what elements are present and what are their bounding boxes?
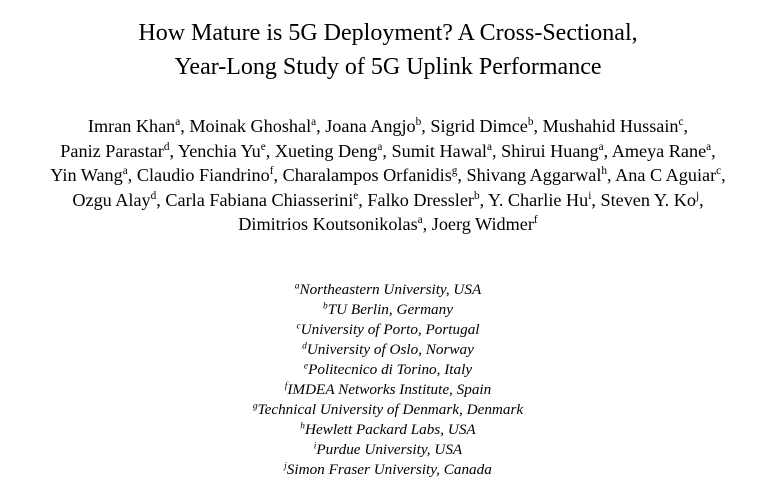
- author-name: Mushahid Hussain: [542, 116, 679, 136]
- author-name: Shivang Aggarwal: [466, 165, 602, 186]
- author-list: [30, 114, 746, 237]
- affiliation: [0, 320, 776, 340]
- author-name: Joana Angjo: [325, 116, 416, 136]
- author: [612, 141, 711, 161]
- affiliation: [0, 360, 776, 380]
- affiliation-name: University of Porto, Portugal: [300, 321, 480, 338]
- affiliation-list: [0, 280, 776, 480]
- author-affiliation-mark: j: [695, 189, 700, 202]
- affiliation-name: TU Berlin, Germany: [327, 301, 453, 318]
- author: [137, 165, 274, 185]
- author-affiliation-mark: b: [473, 189, 480, 202]
- affiliation-name: University of Oslo, Norway: [306, 341, 474, 358]
- author-affiliation-mark: i: [588, 189, 592, 202]
- author-separator: ,: [603, 140, 612, 161]
- author-name: Yenchia Yu: [177, 140, 261, 161]
- affiliation-name: IMDEA Networks Institute, Spain: [287, 381, 492, 398]
- author: [178, 141, 266, 161]
- affiliation-mark: b: [323, 301, 328, 312]
- author: [501, 141, 604, 161]
- author-affiliation-mark: a: [706, 140, 712, 153]
- author: [88, 116, 180, 136]
- author-separator: ,: [591, 189, 601, 210]
- author: [60, 141, 169, 161]
- author: [325, 116, 421, 136]
- author-affiliation-mark: g: [451, 165, 458, 178]
- author: [189, 116, 316, 136]
- affiliation: [0, 400, 776, 420]
- author-separator: ,: [273, 165, 283, 186]
- author-separator: ,: [127, 165, 137, 186]
- author-separator: ,: [492, 140, 502, 161]
- author: [50, 165, 127, 185]
- author: [392, 141, 493, 161]
- affiliation-name: Politecnico di Torino, Italy: [308, 361, 473, 378]
- author-separator: ,: [457, 165, 467, 186]
- author-affiliation-mark: c: [716, 165, 722, 178]
- author-name: Y. Charlie Hu: [488, 189, 589, 210]
- affiliation-name: Northeastern University, USA: [299, 281, 482, 298]
- author-name: Joerg Widmer: [431, 214, 534, 235]
- affiliation-mark: g: [252, 401, 258, 412]
- author-affiliation-mark: d: [163, 140, 170, 153]
- author-separator: ,: [533, 116, 543, 136]
- paper-title-line: Year-Long Study of 5G Uplink Performance: [174, 54, 602, 80]
- affiliation-mark: h: [300, 421, 305, 432]
- author-affiliation-mark: a: [175, 116, 181, 129]
- author-affiliation-mark: b: [415, 116, 422, 129]
- author-name: Xueting Deng: [274, 140, 378, 161]
- author-separator: ,: [382, 140, 392, 161]
- paper-title: [0, 16, 776, 84]
- author: [488, 190, 591, 210]
- author-affiliation-mark: d: [150, 189, 157, 202]
- paper-title-line: How Mature is 5G Deployment? A Cross-Sectional,: [138, 20, 638, 46]
- author-name: Shirui Huang: [501, 140, 599, 161]
- affiliation-name: Purdue University, USA: [316, 441, 463, 458]
- author-name: Dimitrios Koutsonikolas: [238, 214, 418, 235]
- affiliation: [0, 280, 776, 300]
- author-separator: ,: [421, 116, 431, 136]
- author-name: Imran Khan: [87, 116, 176, 136]
- author: [72, 190, 156, 210]
- author-separator: ,: [607, 165, 616, 186]
- affiliation-name: Technical University of Denmark, Denmark: [257, 401, 524, 418]
- affiliation: [0, 460, 776, 480]
- author-name: Ameya Rane: [611, 140, 707, 161]
- author: [600, 190, 699, 210]
- author: [543, 116, 684, 136]
- author: [615, 165, 721, 185]
- author-affiliation-mark: f: [533, 214, 538, 227]
- author-separator: ,: [721, 165, 726, 186]
- affiliation-name: Simon Fraser University, Canada: [286, 461, 492, 478]
- author: [467, 165, 608, 185]
- affiliation: [0, 440, 776, 460]
- author-affiliation-mark: b: [527, 116, 534, 129]
- author-separator: ,: [422, 214, 432, 235]
- author-affiliation-mark: e: [260, 140, 266, 153]
- affiliation-mark: e: [303, 361, 309, 372]
- author-affiliation-mark: a: [122, 165, 128, 178]
- author-name: Charalampos Orfanidis: [282, 165, 452, 186]
- author-separator: ,: [316, 116, 326, 136]
- author-name: Falko Dressler: [367, 189, 474, 210]
- author-separator: ,: [156, 189, 166, 210]
- affiliation-mark: d: [302, 341, 307, 352]
- author-affiliation-mark: a: [417, 214, 423, 227]
- author-name: Moinak Ghoshal: [189, 116, 312, 136]
- author-separator: ,: [479, 189, 489, 210]
- author-affiliation-mark: a: [486, 140, 492, 153]
- author-affiliation-mark: a: [598, 140, 604, 153]
- author-name: Paniz Parastar: [60, 140, 164, 161]
- author-separator: ,: [265, 140, 275, 161]
- author-separator: ,: [699, 189, 704, 210]
- affiliation: [0, 300, 776, 320]
- author-name: Sigrid Dimce: [430, 116, 528, 136]
- author-name: Ozgu Alay: [72, 189, 151, 210]
- author: [275, 141, 383, 161]
- author-separator: ,: [683, 116, 689, 136]
- author-name: Yin Wang: [50, 165, 123, 186]
- author: [430, 116, 533, 136]
- affiliation-mark: f: [284, 381, 288, 392]
- author-affiliation-mark: c: [678, 116, 684, 129]
- author: [238, 214, 422, 234]
- author: [283, 165, 458, 185]
- author-affiliation-mark: f: [269, 165, 274, 178]
- author-name: Claudio Fiandrino: [136, 165, 270, 186]
- author-name: Sumit Hawal: [391, 140, 487, 161]
- author-affiliation-mark: h: [601, 165, 608, 178]
- affiliation: [0, 340, 776, 360]
- affiliation: [0, 420, 776, 440]
- affiliation-mark: c: [296, 321, 301, 332]
- affiliation-mark: a: [294, 281, 300, 292]
- affiliation: [0, 380, 776, 400]
- affiliation-mark: i: [313, 441, 317, 452]
- author-separator: ,: [358, 189, 368, 210]
- author: [165, 190, 358, 210]
- author-affiliation-mark: a: [311, 116, 317, 129]
- author-separator: ,: [180, 116, 190, 136]
- author-separator: ,: [711, 140, 716, 161]
- author-name: Ana C Aguiar: [615, 165, 717, 186]
- author-name: Steven Y. Ko: [600, 189, 696, 210]
- author-affiliation-mark: e: [353, 189, 359, 202]
- author-separator: ,: [169, 140, 178, 161]
- affiliation-name: Hewlett Packard Labs, USA: [305, 421, 476, 438]
- author-name: Carla Fabiana Chiasserini: [165, 189, 354, 210]
- author: [432, 214, 538, 234]
- author-affiliation-mark: a: [377, 140, 383, 153]
- author: [367, 190, 479, 210]
- affiliation-mark: j: [284, 461, 287, 472]
